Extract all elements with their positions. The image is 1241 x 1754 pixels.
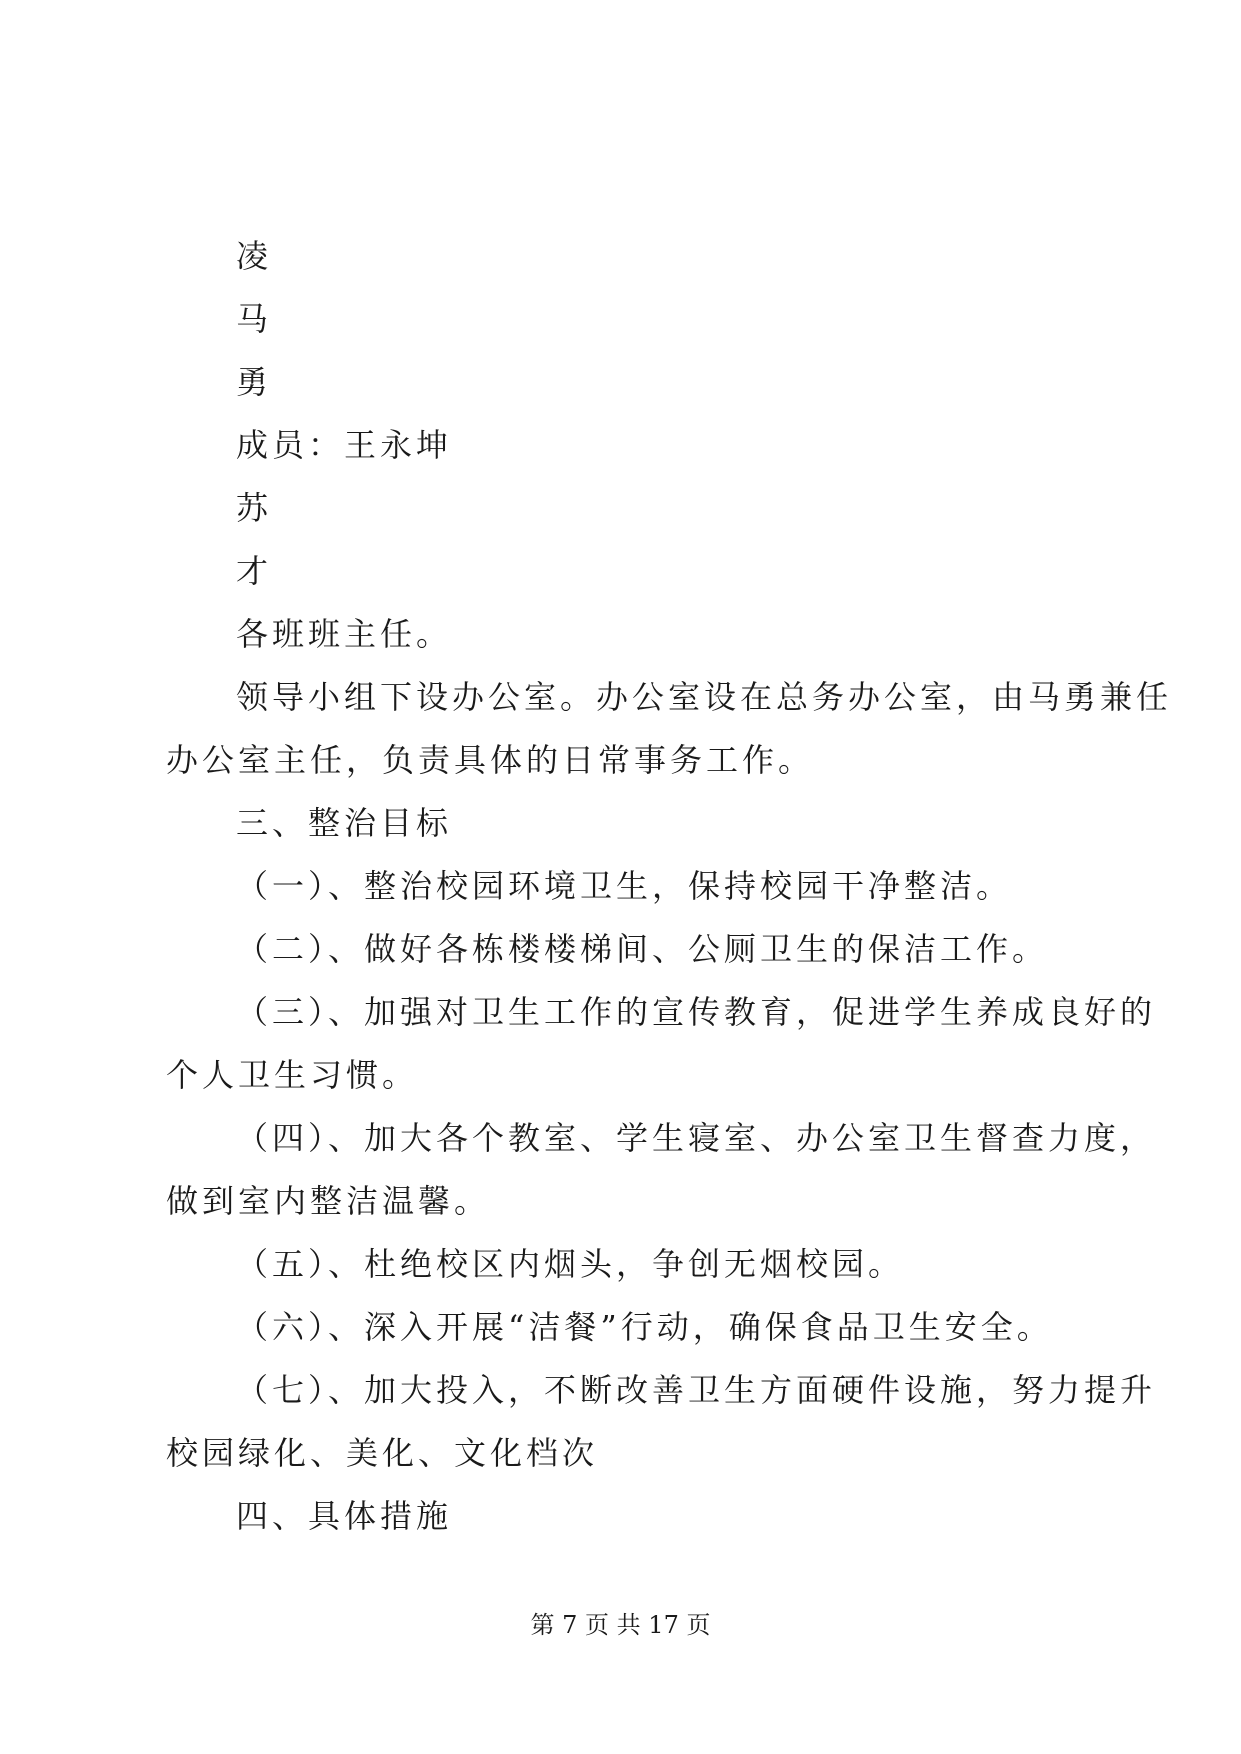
text-line: （六）、深入开展“洁餐”行动，确保食品卫生安全。: [236, 1308, 1053, 1346]
text-line: 各班班主任。: [236, 615, 453, 653]
text-line: 马: [236, 300, 273, 338]
text-line: 才: [236, 552, 273, 590]
text-line: （二）、做好各栋楼楼梯间、公厕卫生的保洁工作。: [236, 930, 1049, 968]
text-line: 做到室内整洁温馨。: [166, 1182, 491, 1220]
text-line: 办公室主任，负责具体的日常事务工作。: [166, 741, 815, 779]
text-line: 凌: [236, 237, 273, 275]
text-line: 个人卫生习惯。: [166, 1056, 419, 1094]
text-line: 校园绿化、美化、文化档次: [166, 1434, 599, 1472]
text-line: （三）、加强对卫生工作的宣传教育，促进学生养成良好的: [236, 993, 1157, 1031]
text-line: （五）、杜绝校区内烟头，争创无烟校园。: [236, 1245, 905, 1283]
section-heading: 四、具体措施: [236, 1497, 453, 1535]
text-line: 勇: [236, 363, 273, 401]
text-line: （一）、整治校园环境卫生，保持校园干净整洁。: [236, 867, 1013, 905]
page-number-footer: 第 7 页 共 17 页: [530, 1611, 711, 1639]
section-heading: 三、整治目标: [236, 804, 453, 842]
text-line: 领导小组下设办公室。办公室设在总务办公室，由马勇兼任: [236, 678, 1173, 716]
text-line: 成员：王永坤: [236, 426, 453, 464]
text-line: （七）、加大投入，不断改善卫生方面硬件设施，努力提升: [236, 1371, 1157, 1409]
text-line: （四）、加大各个教室、学生寝室、办公室卫生督查力度，: [236, 1119, 1157, 1157]
text-line: 苏: [236, 489, 273, 527]
